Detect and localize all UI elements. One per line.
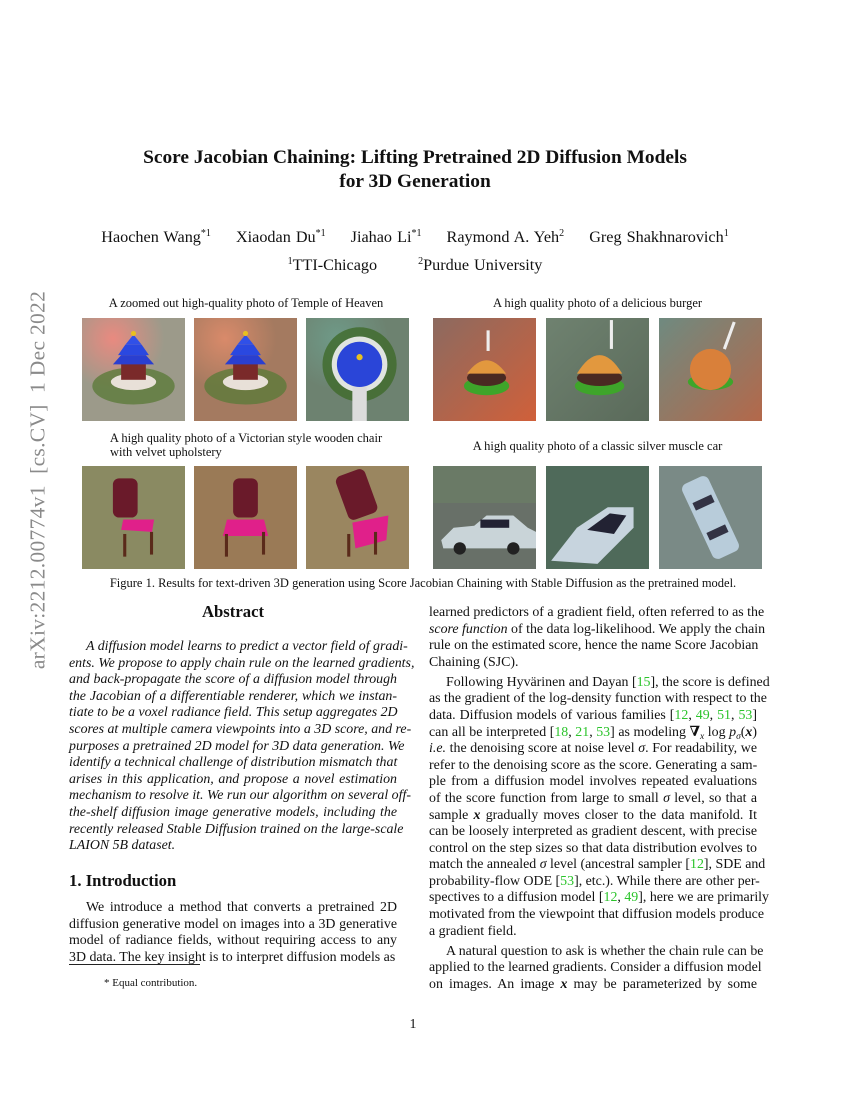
- text-run: Following Hyvärinen and Dayan [: [446, 674, 637, 690]
- footnote: * Equal contribution.: [104, 977, 198, 989]
- text-line: [429, 708, 757, 725]
- italic-text: p: [729, 724, 737, 740]
- citation-link[interactable]: 18: [554, 724, 569, 740]
- text-run: can be loosely interpreted as gradient descent, with precise: [429, 824, 757, 840]
- car-render-view-2: [546, 466, 649, 569]
- text-run: log: [704, 724, 730, 740]
- arxiv-stamp: arXiv:2212.00774v1 [cs.CV] 1 Dec 2022: [25, 290, 50, 670]
- citation-link[interactable]: 53: [596, 724, 611, 740]
- text-run: sample: [429, 807, 474, 823]
- burger-image: [433, 318, 536, 421]
- temple-render-view-2: [194, 318, 297, 421]
- text-run: learned predictors of a gradient field, often referred to as the: [429, 605, 765, 620]
- text-run: on images. An image: [429, 976, 561, 992]
- burger-image: [659, 318, 762, 421]
- author-list: [0, 227, 830, 247]
- italic-text: score function: [429, 621, 508, 637]
- affiliation-name: Purdue University: [423, 256, 543, 274]
- text-line: tiate to be a voxel radiance field. This setup aggregates 2D: [69, 705, 398, 721]
- car-render-view-3: [659, 466, 762, 569]
- italic-text: i.e.: [429, 741, 446, 757]
- text-run: ] as modeling: [610, 724, 690, 740]
- italic-text: σ: [539, 857, 547, 873]
- text-line: [429, 655, 757, 672]
- citation-link[interactable]: 51: [717, 707, 731, 723]
- burger-render-view-1: [433, 318, 536, 421]
- author: [589, 228, 729, 246]
- text-line: [429, 725, 757, 742]
- text-line: [429, 890, 769, 907]
- car-image: [659, 466, 762, 569]
- text-line: [429, 758, 757, 775]
- car-image: [546, 466, 649, 569]
- italic-text: σ: [663, 790, 670, 806]
- text-line: [429, 841, 757, 858]
- text-run: ple from a diffusion model involves repeated evaluations: [429, 774, 757, 790]
- text-run: level, so that a: [669, 790, 757, 806]
- math-subscript: σ: [736, 731, 741, 742]
- text-line: mechanism to resolve it. We run our algorithm on several off-: [69, 788, 411, 804]
- footnote-rule: [69, 964, 200, 965]
- author-sup: *1: [200, 228, 211, 239]
- text-run: spectives to a diffusion model [: [429, 890, 604, 906]
- text-line: scores at multiple camera viewpoints into a 3D score, and re-: [69, 721, 412, 737]
- text-line: 3D data. The key insight is to interpret diffusion models as: [69, 949, 396, 965]
- text-line: [429, 824, 757, 841]
- affiliation: [418, 256, 542, 274]
- text-line: A diffusion model learns to predict a vector field of gradi-: [86, 639, 408, 654]
- math-symbol: x: [560, 976, 568, 992]
- text-line: identify a technical challenge of distribution mismatch that: [69, 755, 398, 771]
- citation-link[interactable]: 21: [575, 724, 590, 740]
- caption-line: A high quality photo of a Victorian style wooden chair: [109, 431, 383, 445]
- text-line: [429, 977, 757, 994]
- text-run: applied to the learned gradients. Consider a diffusion model: [429, 960, 762, 976]
- citation-link[interactable]: 49: [624, 890, 639, 906]
- text-run: can all be interpreted [: [429, 724, 555, 740]
- panel-caption-temple: A zoomed out high-quality photo of Temple of Heaven: [108, 296, 384, 310]
- citation-link[interactable]: 49: [695, 707, 710, 723]
- text-line: [429, 960, 762, 977]
- car-render-view-1: [433, 466, 536, 569]
- paragraph: [429, 605, 766, 671]
- caption-line: with velvet upholstery: [110, 445, 222, 459]
- math-symbol: x: [745, 724, 753, 740]
- temple-image: [194, 318, 297, 421]
- author-sup: *1: [315, 228, 326, 239]
- text-run: ,: [709, 707, 718, 723]
- text-line: the-shelf diffusion image generative models, including the: [69, 804, 397, 820]
- panel-caption-chair: [82, 431, 410, 459]
- text-run: rule on the estimated score, hence the name Score Jacobian: [429, 638, 759, 654]
- text-run: match the annealed: [429, 857, 540, 873]
- text-line: arises in this application, and propose a novel estimation: [69, 771, 397, 787]
- text-run: level (ancestral sampler [: [546, 857, 691, 873]
- text-run: ,: [589, 724, 597, 740]
- affiliation-name: TTI-Chicago: [292, 256, 378, 274]
- burger-render-view-2: [546, 318, 649, 421]
- text-run: ,: [617, 890, 625, 906]
- italic-text: σ: [638, 741, 646, 757]
- text-run: gradually moves closer to the data manifold. It: [480, 807, 757, 823]
- text-run: a gradient field.: [429, 923, 517, 939]
- author-name: Raymond A. Yeh: [446, 228, 560, 246]
- text-run: ): [752, 724, 757, 740]
- text-run: ,: [568, 724, 576, 740]
- text-run: data. Diffusion models of various families [: [429, 707, 675, 723]
- car-image: [433, 466, 536, 569]
- text-line: [429, 674, 770, 692]
- text-line: [429, 605, 765, 622]
- page-number: 1: [409, 1017, 417, 1032]
- author-name: Haochen Wang: [101, 228, 201, 246]
- text-line: [429, 691, 767, 708]
- chair-render-view-1: [82, 466, 185, 569]
- text-line: [429, 621, 766, 639]
- affiliation-sup: 2: [418, 256, 424, 267]
- text-run: refer to the denoising score as the score. Generating a sam-: [429, 757, 758, 773]
- text-line: and back-propagate the score of a diffusion model through: [69, 672, 397, 688]
- text-run: ,: [688, 707, 696, 723]
- figure-caption: Figure 1. Results for text-driven 3D generation using Score Jacobian Chaining with Stable Diffusion as the pretrained model.: [109, 576, 737, 590]
- citation-link[interactable]: 12: [690, 857, 704, 873]
- text-run: the denoising score at noise level: [445, 741, 639, 757]
- paper-title-line1: Score Jacobian Chaining: Lifting Pretrained 2D Diffusion Models: [143, 147, 687, 168]
- text-run: as the gradient of the log-density function with respect to the: [429, 691, 767, 707]
- text-run: ], etc.). While there are other per-: [574, 873, 760, 889]
- citation-link[interactable]: 53: [738, 707, 753, 723]
- paragraph: [429, 674, 770, 941]
- paper-title-line2: for 3D Generation: [339, 171, 491, 192]
- author: [351, 228, 422, 246]
- text-run: ,: [731, 707, 739, 723]
- section-heading-introduction: 1. Introduction: [69, 871, 177, 890]
- text-run: of the data log-likelihood. We apply the chain: [507, 621, 766, 637]
- text-run: ], the score is defined: [650, 674, 770, 690]
- text-line: ents. We propose to apply chain rule on the learned gradients,: [69, 655, 415, 671]
- chair-image: [194, 466, 297, 569]
- text-line: We introduce a method that converts a pretrained 2D: [86, 900, 397, 915]
- author: [447, 228, 565, 246]
- text-line: [429, 741, 757, 758]
- affiliation-list: [0, 255, 830, 275]
- author: [101, 228, 211, 246]
- text-run: control on the step sizes so that data distribution evolves to: [429, 840, 757, 856]
- citation-link[interactable]: 53: [560, 873, 575, 889]
- citation-link[interactable]: 12: [603, 890, 618, 906]
- author-sup: *1: [411, 228, 422, 239]
- text-line: [429, 924, 757, 941]
- math-symbol: ∇: [689, 724, 700, 740]
- text-line: [429, 857, 766, 874]
- chair-render-view-2: [194, 466, 297, 569]
- text-run: ], here we are primarily: [638, 890, 769, 906]
- text-line: [429, 907, 764, 924]
- text-run: probability-flow ODE [: [429, 873, 561, 889]
- text-run: motivated from the viewpoint that diffusion models produce: [429, 907, 764, 923]
- affiliation-sup: 1: [287, 256, 293, 267]
- citation-link[interactable]: 12: [674, 707, 689, 723]
- abstract-body: [69, 639, 415, 855]
- text-line: LAION 5B dataset.: [69, 838, 176, 854]
- citation-link[interactable]: 15: [636, 674, 651, 690]
- math-subscript: x: [699, 731, 705, 742]
- text-run: may be parameterized by some: [567, 976, 757, 992]
- right-column-body: [429, 605, 770, 997]
- author-name: Jiahao Li: [350, 228, 412, 246]
- text-line: [429, 873, 760, 891]
- text-line: diffusion generative model on images into a 3D generative: [69, 916, 397, 932]
- text-line: [429, 791, 757, 808]
- abstract-heading: Abstract: [201, 602, 265, 621]
- chair-render-view-3: [306, 466, 409, 569]
- text-run: ]: [752, 707, 757, 723]
- chair-image: [306, 466, 409, 569]
- panel-caption-burger: A high quality photo of a delicious burger: [492, 296, 703, 310]
- text-line: [429, 774, 757, 791]
- author-name: Greg Shakhnarovich: [589, 228, 724, 246]
- author-name: Xiaodan Du: [235, 228, 316, 246]
- chair-image: [82, 466, 185, 569]
- text-line: [429, 943, 764, 961]
- paragraph: [429, 943, 764, 994]
- text-run: ], SDE and: [703, 857, 766, 873]
- temple-render-view-3: [306, 318, 409, 421]
- text-line: purposes a pretrained 2D model for 3D data generation. We: [69, 738, 405, 754]
- text-line: [429, 638, 757, 655]
- text-line: recently released Stable Diffusion trained on the large-scale: [69, 821, 404, 837]
- author-sup: 1: [723, 228, 729, 239]
- affiliation: [288, 256, 378, 274]
- temple-render-view-1: [82, 318, 185, 421]
- text-run: Chaining (SJC).: [429, 654, 519, 670]
- author: [236, 228, 326, 246]
- text-line: the Jacobian of a differentiable renderer, which we instan-: [69, 688, 397, 704]
- temple-image: [306, 318, 409, 421]
- text-line: model of radiance fields, without requiring access to any: [69, 933, 397, 949]
- text-run: (: [740, 724, 746, 740]
- text-run: of the score function from large to small: [429, 790, 664, 806]
- burger-render-view-3: [659, 318, 762, 421]
- temple-image: [82, 318, 185, 421]
- text-run: A natural question to ask is whether the chain rule can be: [446, 943, 764, 959]
- burger-image: [546, 318, 649, 421]
- text-run: . For readability, we: [645, 741, 757, 757]
- author-sup: 2: [559, 228, 565, 239]
- math-symbol: x: [473, 807, 481, 823]
- introduction-body: [69, 900, 397, 966]
- text-line: [429, 808, 757, 825]
- panel-caption-car: A high quality photo of a classic silver muscle car: [472, 439, 723, 453]
